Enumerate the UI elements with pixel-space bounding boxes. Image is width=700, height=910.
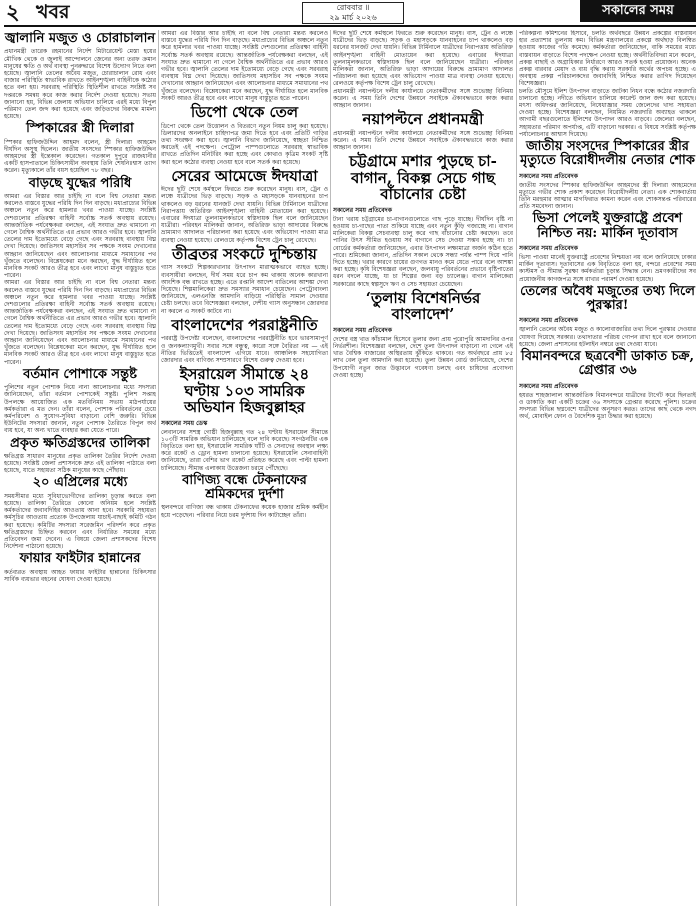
article-body: টানা খরায় চট্টগ্রামের চা-বাগানগুলোতে গাছ পুড়ে যাচ্ছে। দীর্ঘদিন বৃষ্টি না হওয়ায় চা-গাছের পাতা শুকিয়ে যাচ্ছে এবং নতুন কুঁড়ি গজাচ্ছে না। বাগান মালিকেরা বিকল্প সেচব্যবস্থা চালু করে গাছ বাঁচানোর চেষ্টা করছেন। তবে পানির উৎস সীমিত হওয়ায় সব বাগানে সেচ দেওয়া সম্ভব হচ্ছে না। চা বোর্ডের কর্মকর্তারা জানিয়েছেন, এবার উৎপাদন লক্ষ্যমাত্রা অর্জন কঠিন হতে পারে। শ্রমিকেরা জানান, প্রতিদিন সকাল থেকে সন্ধ্যা পর্যন্ত পাম্প দিয়ে পানি দিতে হচ্ছে। খরার কারণে চায়ের গুণগত মানও কমে যেতে পারে বলে আশঙ্কা করা হচ্ছে। কৃষি বিশেষজ্ঞরা বলছেন, জলবায়ু পরিবর্তনের প্রভাবে বৃষ্টিপাতের ধরন বদলে যাচ্ছে, যা চা শিল্পের জন্য বড় চ্যালেঞ্জ। বাগান মালিকেরা সরকারের কাছে স্বল্পসুদে ঋণ ও সেচ সহায়তা চেয়েছেন। bbox=[333, 215, 513, 288]
column-divider bbox=[330, 30, 331, 906]
article-visa bbox=[519, 212, 696, 282]
headline: ২০ এপ্রিলের মধ্যে bbox=[32, 475, 128, 491]
article-body: চলতি মৌসুমে ইলিশ উৎপাদন বাড়াতে জাটকা নিধন বন্ধে কঠোর নজরদারি চালানো হচ্ছে। নদীতে অভিযান চালিয়ে কারেন্ট জাল জব্দ করা হয়েছে। মৎস্য অধিদপ্তর জানিয়েছে, নিষেধাজ্ঞার সময় জেলেদের খাদ্য সহায়তা দেওয়া হচ্ছে। বিশেষজ্ঞরা বলছেন, নিয়মিত নজরদারি অব্যাহত থাকলে আগামী বছরগুলোতে ইলিশের উৎপাদন আরও বাড়বে। জেলেরা বলছেন, সহায়তার পরিমাণ অপর্যাপ্ত, এটি বাড়ানো দরকার। এ বিষয়ে সংশ্লিষ্ট কর্তৃপক্ষ পর্যালোচনার আশ্বাস দিয়েছে। bbox=[519, 87, 696, 138]
headline: ইসরায়েল সীমান্তে ২৪ ঘণ্টায় ১০৩ সামরিক অভিযান হিজবুল্লাহর bbox=[179, 365, 310, 417]
article-parliament bbox=[519, 140, 696, 210]
headline: বর্তমান পোশাকে সন্তুষ্ট bbox=[23, 366, 137, 382]
article-body: হযরত শাহজালাল আন্তর্জাতিক বিমানবন্দরে যাত্রীদের টার্গেট করে ছিনতাই ও ডাকাতি করা একটি চক্রের ৩৬ সদস্যকে গ্রেপ্তার করেছে পুলিশ। চক্রের সদস্যরা বিভিন্ন ছদ্মবেশে যাত্রীদের অনুসরণ করত। তাদের কাছ থেকে নগদ অর্থ, মোবাইল ফোন ও বৈদেশিক মুদ্রা উদ্ধার করা হয়েছে। bbox=[519, 391, 696, 421]
byline: সকালের সময় প্রতিবেদক bbox=[519, 382, 578, 390]
article-fuel bbox=[4, 32, 156, 120]
article-garment bbox=[161, 474, 328, 519]
headline: ‘তুলায় বিশেষনির্ভর বাংলাদেশ’ bbox=[365, 288, 481, 324]
article-speaker bbox=[4, 122, 156, 174]
article-body: ডিপো থেকে তেল উত্তোলন ও বিতরণে নতুন নিয়ম চালু করা হয়েছে। ডিলারদের অনলাইনে চাহিদাপত্র জমা দিতে হবে এবং প্রতিটি গাড়ির তথ্য সংরক্ষণ করা হবে। জ্বালানি বিভাগ জানিয়েছে, স্বচ্ছতা নিশ্চিত করতেই এই পদক্ষেপ। পেট্রোল পাম্পগুলোতে সরবরাহ স্বাভাবিক রাখতে প্রতিদিন মনিটরিং করা হচ্ছে এবং কোথাও কৃত্রিম সংকট সৃষ্টি করা হলে কঠোর ব্যবস্থা নেওয়া হবে বলে সতর্ক করা হয়েছে। bbox=[161, 122, 328, 166]
headline: বাংলাদেশের পররাষ্ট্রনীতি bbox=[171, 315, 318, 334]
article-body: প্রধানমন্ত্রী তারেক রহমানের নির্দেশ মিটারেয়েন্ট মেস্তা হয়ের মৌখিক থেকে ও জুলাই আন্দোলনে জেনের অন্য তরফ ক্রমান মানুষের ক্ষতি ও অর্থ ব্যবস্থা পুনরুদ্ধারে বিশেষ উদ্যোগ নিতে বলা হয়েছে। জ্বালানি তেলের অবৈধ মজুত, চোরাচালান রোধ এবং বাজার পরিস্থিতি স্বাভাবিক রাখতে আইনশৃঙ্খলা বাহিনীকে কঠোর হতে বলা হয়। সরবরাহ পরিস্থিতি স্থিতিশীল রাখতে সংশ্লিষ্ট সব দপ্তরকে সমন্বয় করে কাজ করার নির্দেশ দেওয়া হয়েছে। সভায় জানানো হয়, বিভিন্ন জেলায় অভিযান চালিয়ে এরই মধ্যে বিপুল পরিমাণ তেল জব্দ করা হয়েছে এবং জড়িতদের বিরুদ্ধে মামলা হয়েছে। bbox=[4, 48, 156, 121]
article-body-cont: আমরা এর বিস্তার আর চাইছি না বলে বিশ্ব নেতারা মন্তব্য করলেও বাস্তবে যুদ্ধের পরিধি দিন দিন বাড়ছে। মধ্যপ্রাচ্যের বিভিন্ন অঞ্চলে নতুন করে হামলার খবর পাওয়া যাচ্ছে। সংশ্লিষ্ট দেশগুলোর প্রতিরক্ষা বাহিনী সর্বোচ্চ সতর্ক অবস্থায় রয়েছে। আন্তর্জাতিক পর্যবেক্ষকরা বলছেন, এই সংঘাত দ্রুত থামানো না গেলে বৈশ্বিক অর্থনীতিতে এর প্রভাব আরও গভীর হবে। জ্বালানি তেলের দাম ইতোমধ্যে বেড়ে গেছে এবং সরবরাহ ব্যবস্থায় বিঘ্ন দেখা দিয়েছে। জাতিসংঘ মহাসচিব সব পক্ষকে সংযম দেখানোর আহ্বান জানিয়েছেন এবং আলোচনার মাধ্যমে সমাধানের পথ খুঁজতে বলেছেন। বিশ্লেষকেরা মনে করছেন, যুদ্ধ দীর্ঘায়িত হলে মানবিক সংকট আরও তীব্র হবে এবং লাখো মানুষ বাস্তুচ্যুত হতে পারেন। bbox=[4, 279, 156, 366]
headline: তীব্রতর সংকটে দুশ্চিন্তায় bbox=[172, 244, 317, 263]
headline: জ্বালানি মজুত ও চোরাচালান bbox=[4, 31, 156, 46]
paper-logo: সকালের সময় bbox=[580, 0, 696, 22]
article-gas bbox=[161, 246, 328, 315]
article-firefighter bbox=[4, 552, 156, 583]
article-body: আমরা এর বিস্তার আর চাইছি না বলে বিশ্ব নেতারা মন্তব্য করলেও বাস্তবে যুদ্ধের পরিধি দিন দিন বাড়ছে। মধ্যপ্রাচ্যের বিভিন্ন অঞ্চলে নতুন করে হামলার খবর পাওয়া যাচ্ছে। সংশ্লিষ্ট দেশগুলোর প্রতিরক্ষা বাহিনী সর্বোচ্চ সতর্ক অবস্থায় রয়েছে। আন্তর্জাতিক পর্যবেক্ষকরা বলছেন, এই সংঘাত দ্রুত থামানো না গেলে বৈশ্বিক অর্থনীতিতে এর প্রভাব আরও গভীর হবে। জ্বালানি তেলের দাম ইতোমধ্যে বেড়ে গেছে এবং সরবরাহ ব্যবস্থায় বিঘ্ন দেখা দিয়েছে। জাতিসংঘ মহাসচিব সব পক্ষকে সংযম দেখানোর আহ্বান জানিয়েছেন এবং আলোচনার মাধ্যমে সমাধানের পথ খুঁজতে বলেছেন। বিশ্লেষকেরা মনে করছেন, যুদ্ধ দীর্ঘায়িত হলে মানবিক সংকট আরও তীব্র হবে এবং লাখো মানুষ বাস্তুচ্যুত হতে পারেন। bbox=[161, 30, 328, 102]
page-number: ২ bbox=[6, 0, 20, 24]
headline: প্রকৃত ক্ষতিগ্রস্তদের তালিকা bbox=[10, 435, 150, 451]
column-center-left bbox=[161, 30, 328, 906]
article-body: পরিকল্পনা কমিশনের হিসাবে, চলতি অর্থবছরে উন্নয়ন প্রকল্পের বাস্তবায়ন হার প্রত্যাশার তুলনায় কম। বিভিন্ন মন্ত্রণালয়ের প্রকল্পে অর্থছাড় বিলম্বিত হওয়ায় কাজের গতি কমেছে। কর্মকর্তারা জানিয়েছেন, বাকি সময়ের মধ্যে বাস্তবায়ন বাড়াতে বিশেষ পদক্ষেপ নেওয়া হচ্ছে। অর্থনীতিবিদরা মনে করেন, প্রকল্প বাছাই ও অগ্রাধিকার নির্ধারণে আরও সতর্ক হওয়া প্রয়োজন। অনেক প্রকল্প বারবার মেয়াদ ও ব্যয় বৃদ্ধি করায় সরকারি অর্থের অপচয় হচ্ছে। এ অবস্থায় প্রকল্প পরিচালকদের জবাবদিহি নিশ্চিত করার তাগিদ দিয়েছেন বিশেষজ্ঞরা। bbox=[519, 30, 696, 88]
article-disaster bbox=[4, 437, 156, 475]
byline: সকালের সময় প্রতিবেদক bbox=[519, 317, 578, 325]
article-body: স্থলবন্দরে বাণিজ্য বন্ধ থাকায় টেকনাফের কয়েক হাজার শ্রমিক কর্মহীন হয়ে পড়েছেন। পরিবার নিয়ে চরম দুর্দশায় দিন কাটাচ্ছেন তাঁরা। bbox=[161, 504, 328, 519]
headline: তেলের অবৈধ মজুতের তথ্য দিলে পুরস্কার! bbox=[520, 283, 695, 314]
article-body: দেশের বস্ত্র খাত কাঁচামাল হিসেবে তুলার জন্য প্রায় পুরোপুরি আমদানির ওপর নির্ভরশীল। বিশেষজ্ঞরা বলছেন, দেশে তুলা উৎপাদন বাড়ানো না গেলে এই খাত বৈশ্বিক বাজারের অস্থিরতায় ঝুঁকিতে থাকবে। গত অর্থবছরে প্রায় ৮৫ লাখ বেল তুলা আমদানি করা হয়েছে। তুলা উন্নয়ন বোর্ড জানিয়েছে, দেশের উপযোগী নতুন জাত উদ্ভাবনে গবেষণা চলছে এবং চাষিদের প্রণোদনা দেওয়া হচ্ছে। bbox=[333, 335, 513, 379]
article-body: আমরা এর বিস্তার আর চাইছি না বলে বিশ্ব নেতারা মন্তব্য করলেও বাস্তবে যুদ্ধের পরিধি দিন দিন বাড়ছে। মধ্যপ্রাচ্যের বিভিন্ন অঞ্চলে নতুন করে হামলার খবর পাওয়া যাচ্ছে। সংশ্লিষ্ট দেশগুলোর প্রতিরক্ষা বাহিনী সর্বোচ্চ সতর্ক অবস্থায় রয়েছে। আন্তর্জাতিক পর্যবেক্ষকরা বলছেন, এই সংঘাত দ্রুত থামানো না গেলে বৈশ্বিক অর্থনীতিতে এর প্রভাব আরও গভীর হবে। জ্বালানি তেলের দাম ইতোমধ্যে বেড়ে গেছে এবং সরবরাহ ব্যবস্থায় বিঘ্ন দেখা দিয়েছে। জাতিসংঘ মহাসচিব সব পক্ষকে সংযম দেখানোর আহ্বান জানিয়েছেন এবং আলোচনার মাধ্যমে সমাধানের পথ খুঁজতে বলেছেন। বিশ্লেষকেরা মনে করছেন, যুদ্ধ দীর্ঘায়িত হলে মানবিক সংকট আরও তীব্র হবে এবং লাখো মানুষ বাস্তুচ্যুত হতে পারেন। bbox=[4, 192, 156, 280]
headline: চট্টগ্রামে মশার পুড়ছে চা-বাগান, বিকল্প সেচে গাছ বাঁচানোর চেষ্টা bbox=[349, 152, 497, 204]
headline: স্পিকারের স্ত্রী দিলারা bbox=[26, 121, 134, 137]
article-body: লেবাননের সশস্ত্র গোষ্ঠী হিজবুল্লাহ গত ২৪ ঘণ্টায় ইসরায়েল সীমান্তে ১০৩টি সামরিক অভিযান চালিয়েছে বলে দাবি করেছে। সংগঠনটির এক বিবৃতিতে বলা হয়, ইসরায়েলি সামরিক ঘাঁটি ও সেনাদের অবস্থান লক্ষ্য করে রকেট ও ড্রোন হামলা চালানো হয়েছে। ইসরায়েলি সেনাবাহিনী জানিয়েছে, তারা বেশির ভাগ রকেট প্রতিহত করেছে এবং পাল্টা হামলা চালিয়েছে। সীমান্ত এলাকায় উত্তেজনা চরমে পৌঁছেছে। bbox=[161, 428, 328, 472]
article-body: জ্বালানি তেলের অবৈধ মজুত ও কালোবাজারির তথ্য দিলে পুরস্কার দেওয়ার ঘোষণা দিয়েছে সরকার। তথ্যদাতার পরিচয় গোপন রাখা হবে বলে জানানো হয়েছে। জেলা প্রশাসনের হটলাইন নম্বরে তথ্য দেওয়া যাবে। bbox=[519, 326, 696, 348]
headline: ভিসা পেলেই যুক্তরাষ্ট্রে প্রবেশ নিশ্চিত নয়: মার্কিন দূতাবাস bbox=[532, 211, 683, 241]
article-outfit bbox=[4, 368, 156, 435]
article-israel bbox=[161, 366, 328, 472]
byline: সকালের সময় প্রতিবেদক bbox=[519, 245, 578, 253]
column-divider bbox=[158, 30, 159, 906]
headline: নয়াপল্টনে প্রধানমন্ত্রী bbox=[362, 110, 484, 129]
headline: বিমানবন্দরে ছত্রবেশী ডাকাত চক্র, গ্রেপ্তার ৩৬ bbox=[521, 349, 694, 379]
article-body: পররাষ্ট্র উপদেষ্টা বলেছেন, বাংলাদেশের পররাষ্ট্রনীতি হবে ভারসাম্যপূর্ণ ও জনকল্যাণমুখী। সবার সঙ্গে বন্ধুত্ব, কারো সঙ্গে বৈরিতা নয় — এই নীতির ভিত্তিতেই বাংলাদেশ এগিয়ে যাবে। আঞ্চলিক সহযোগিতা জোরদার এবং বাণিজ্য সম্প্রসারণে বিশেষ গুরুত্ব দেওয়া হবে। bbox=[161, 335, 328, 364]
article-pm bbox=[333, 111, 513, 151]
byline: সকালের সময় প্রতিবেদক bbox=[519, 172, 578, 180]
article-bangladesh-world bbox=[333, 290, 513, 379]
article-body: কর্তব্যরত অবস্থায় আহত ফায়ার ফাইটার হান্নানের চিকিৎসার সার্বিক ব্যয়ভার বহনের ঘোষণা দেওয়া হয়েছে। bbox=[4, 568, 156, 583]
article-body: ভিসা পাওয়া মানেই যুক্তরাষ্ট্রে প্রবেশের নিশ্চয়তা নয় বলে জানিয়েছে ঢাকার মার্কিন দূতাবাস। দূতাবাসের এক বিবৃতিতে বলা হয়, বন্দরে প্রবেশের সময় কাস্টমস ও সীমান্ত সুরক্ষা কর্মকর্তারা চূড়ান্ত সিদ্ধান্ত নেন। ভ্রমণকারীদের সব প্রয়োজনীয় কাগজপত্র সঙ্গে রাখার পরামর্শ দেওয়া হয়েছে। bbox=[519, 254, 696, 283]
article-chattogram bbox=[333, 153, 513, 288]
article-body: প্রধানমন্ত্রী নয়াপল্টনে দলীয় কার্যালয়ে নেতাকর্মীদের সঙ্গে শুভেচ্ছা বিনিময় করেন। এ সময় তিনি দেশের উন্নয়নে সবাইকে ঐক্যবদ্ধভাবে কাজ করার আহ্বান জানান। bbox=[333, 87, 513, 110]
date-label: ২৯ মার্চ ২০২৬ bbox=[329, 13, 377, 22]
date-box bbox=[302, 2, 404, 24]
byline: সকালের সময় ডেস্ক bbox=[161, 419, 208, 427]
masthead-divider bbox=[4, 25, 696, 27]
masthead bbox=[0, 0, 700, 24]
section-title: খবর bbox=[36, 1, 70, 23]
article-body: ক্ষতিগ্রস্ত সাধারণ মানুষের প্রকৃত তালিকা তৈরির নির্দেশ দেওয়া হয়েছে। সংশ্লিষ্ট জেলা প্রশাসনকে দ্রুত এই তালিকা পাঠাতে বলা হয়েছে, যাতে সহায়তা সঠিক মানুষের কাছে পৌঁছায়। bbox=[4, 452, 156, 475]
article-body: জাতীয় সংসদের স্পিকার হাফিজউদ্দিন আহমদের স্ত্রী দিলারা আহমেদের মৃত্যুতে গভীর শোক প্রকাশ করেছেন বিরোধীদলীয় নেতা। এক শোকবার্তায় তিনি মরহুমার আত্মার মাগফিরাত কামনা করেন এবং শোকসন্তপ্ত পরিবারের প্রতি সমবেদনা জানান। bbox=[519, 181, 696, 211]
day-label: রোববার ॥ bbox=[336, 3, 370, 12]
article-body: পুলিশের নতুন পোশাক নিয়ে নানা আলোচনার মধ্যে সদস্যরা জানিয়েছেন, তাঁরা বর্তমান পোশাকেই সন্তুষ্ট। পুলিশ সপ্তাহ উপলক্ষে আয়োজিত এক মতবিনিময় সভায় মাঠপর্যায়ের কর্মকর্তারা এ মত দেন। তাঁরা বলেন, পোশাক পরিবর্তনের চেয়ে কর্মপরিবেশ ও সুযোগ-সুবিধা বাড়ানো বেশি জরুরি। বিভিন্ন ইউনিটের সদস্যরা জানান, নতুন পোশাক তৈরিতে বিপুল অর্থ ব্যয় হবে, যা অন্য খাতে ব্যবহার করা যেতে পারে। bbox=[4, 384, 156, 435]
article-eid bbox=[161, 168, 328, 244]
column-divider bbox=[516, 30, 517, 906]
article-body: প্রধানমন্ত্রী নয়াপল্টনে দলীয় কার্যালয়ে নেতাকর্মীদের সঙ্গে শুভেচ্ছা বিনিময় করেন। এ সময় তিনি দেশের উন্নয়নে সবাইকে ঐক্যবদ্ধভাবে কাজ করার আহ্বান জানান। bbox=[333, 129, 513, 152]
column-left bbox=[4, 30, 156, 906]
column-center-right bbox=[333, 30, 513, 906]
byline: সকালের সময় প্রতিবেদক bbox=[333, 206, 392, 214]
article-body: গ্যাস সংকটে শিল্পকারখানার উৎপাদন মারাত্মকভাবে ব্যাহত হচ্ছে। ব্যবসায়ীরা বলছেন, দীর্ঘ সময় ধরে চাপ কম থাকায় অনেক কারখানা আংশিক বন্ধ রাখতে হচ্ছে। এতে রপ্তানি আদেশ বাতিলের আশঙ্কা দেখা দিয়েছে। শিল্পমালিকেরা দ্রুত সমস্যার সমাধান চেয়েছেন। পেট্রোবাংলা জানিয়েছে, এলএনজি আমদানি বাড়িয়ে পরিস্থিতি সামাল দেওয়ার চেষ্টা চলছে। তবে বিশেষজ্ঞরা বলছেন, দেশীয় গ্যাস অনুসন্ধান জোরদার না করলে এ সংকট কাটবে না। bbox=[161, 264, 328, 315]
article-body: স্পিকার হাফিজউদ্দিন আহমদ বলেন, স্ত্রী দিলারা আহমেদ দীর্ঘদিন অসুস্থ ছিলেন। জাতীয় সংসদের স্পিকার হাফিজউদ্দিন আহমদের স্ত্রী ইন্তেকাল করেছেন। গতকাল দুপুরে রাজধানীর একটি হাসপাতালে চিকিৎসাধীন অবস্থায় তিনি শেষনিঃশ্বাস ত্যাগ করেন। মৃত্যুকালে তাঁর বয়স হয়েছিল ৭৮ বছর। bbox=[4, 138, 156, 175]
article-war bbox=[4, 177, 156, 366]
article-depot bbox=[161, 104, 328, 166]
article-april bbox=[4, 476, 156, 550]
article-foreign bbox=[161, 317, 328, 364]
headline: জাতীয় সংসদের স্পিকারের স্ত্রীর মৃত্যুতে বিরোধীদলীয় নেতার শোক bbox=[520, 139, 695, 169]
headline: ফায়ার ফাইটার হান্নানের bbox=[19, 551, 141, 567]
article-body: ঈদের ছুটি শেষে কর্মস্থলে ফিরতে শুরু করেছেন মানুষ। বাস, ট্রেন ও লঞ্চে যাত্রীদের ভিড় বাড়ছে। সড়ক ও মহাসড়কে যানবাহনের চাপ থাকলেও বড় ধরনের যানজট দেখা যায়নি। বিভিন্ন টার্মিনালে যাত্রীদের নিরাপত্তায় অতিরিক্ত আইনশৃঙ্খলা বাহিনী মোতায়েন করা হয়েছে। এবারের ঈদযাত্রা তুলনামূলকভাবে স্বস্তিদায়ক ছিল বলে জানিয়েছেন যাত্রীরা। পরিবহন মালিকরা জানান, অতিরিক্ত ভাড়া আদায়ের বিরুদ্ধে ভ্রাম্যমাণ আদালত পরিচালনা করা হয়েছে এবং অভিযোগ পাওয়া মাত্র ব্যবস্থা নেওয়া হয়েছে। রেলওয়ে কর্তৃপক্ষ বিশেষ ট্রেন চালু রেখেছে। bbox=[333, 30, 513, 88]
headline: সেরের আমেজে ঈদযাত্রা bbox=[171, 166, 318, 185]
headline: বাণিজ্য বন্ধে টেকনাফের শ্রমিকদের দুর্দশা bbox=[182, 472, 307, 503]
article-oil-tip bbox=[519, 285, 696, 348]
article-airport bbox=[519, 350, 696, 420]
headline: বাড়ছে যুদ্ধের পরিধি bbox=[28, 175, 132, 191]
article-body: সময়সীমার মধ্যে সুবিধাভোগীদের তালিকা চূড়ান্ত করতে বলা হয়েছে। তালিকা তৈরিতে কোনো অনিয়ম হলে সংশ্লিষ্ট কর্মকর্তাদের জবাবদিহির আওতায় আনা হবে। সরকারি সহায়তা কর্মসূচির আওতায় প্রত্যেক উপজেলায় যাচাই-বাছাই কমিটি গঠন করা হয়েছে। কমিটির সদস্যরা সরেজমিন পরিদর্শন করে প্রকৃত ক্ষতিগ্রস্তদের চিহ্নিত করবেন এবং নির্ধারিত সময়ের মধ্যে প্রতিবেদন জমা দেবেন। এ বিষয়ে জেলা প্রশাসকদের বিশেষ নির্দেশনা পাঠানো হয়েছে। bbox=[4, 492, 156, 551]
article-body: ঈদের ছুটি শেষে কর্মস্থলে ফিরতে শুরু করেছেন মানুষ। বাস, ট্রেন ও লঞ্চে যাত্রীদের ভিড় বাড়ছে। সড়ক ও মহাসড়কে যানবাহনের চাপ থাকলেও বড় ধরনের যানজট দেখা যায়নি। বিভিন্ন টার্মিনালে যাত্রীদের নিরাপত্তায় অতিরিক্ত আইনশৃঙ্খলা বাহিনী মোতায়েন করা হয়েছে। এবারের ঈদযাত্রা তুলনামূলকভাবে স্বস্তিদায়ক ছিল বলে জানিয়েছেন যাত্রীরা। পরিবহন মালিকরা জানান, অতিরিক্ত ভাড়া আদায়ের বিরুদ্ধে ভ্রাম্যমাণ আদালত পরিচালনা করা হয়েছে এবং অভিযোগ পাওয়া মাত্র ব্যবস্থা নেওয়া হয়েছে। রেলওয়ে কর্তৃপক্ষ বিশেষ ট্রেন চালু রেখেছে। bbox=[161, 186, 328, 244]
headline: ডিপো থেকে তেল bbox=[190, 103, 299, 122]
column-right bbox=[519, 30, 696, 906]
byline: সকালের সময় প্রতিবেদক bbox=[333, 326, 392, 334]
